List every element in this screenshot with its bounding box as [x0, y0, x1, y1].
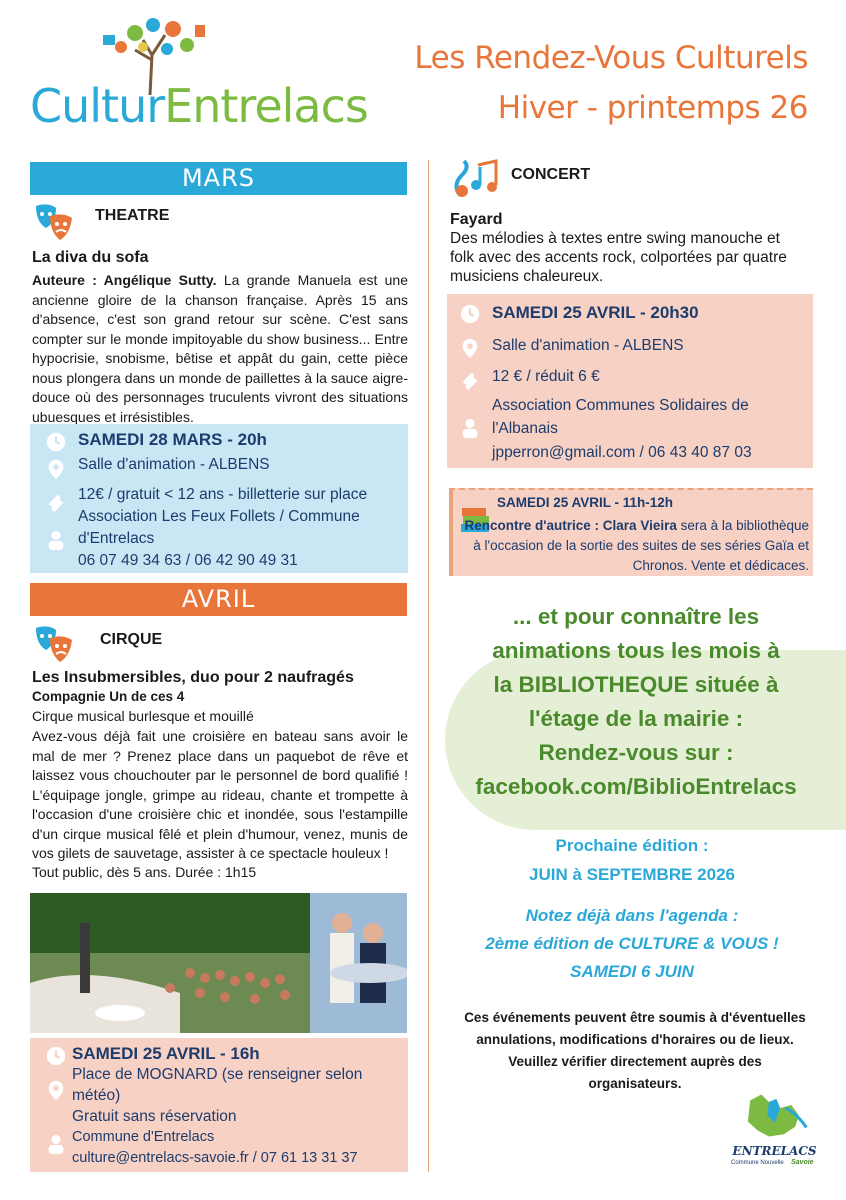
category-concert: CONCERT [511, 166, 591, 183]
event-place-line2: météo) [72, 1087, 121, 1104]
event-title: Les Insubmersibles, duo pour 2 naufragés [32, 669, 354, 686]
event-title: Fayard [450, 211, 503, 228]
logo-cultur: Cultur [30, 79, 165, 133]
event-description: Avez-vous déjà fait une croisière en bateau sans avoir le mal de mer ? Prenez place dans un paquebot de rêve et laissez vous chouchouter par le personnel de bord qualifié ! L'équipage jongle, grimpe au rideau, chante et trompette à l'occasion d'une croisière chic et inondée, sous l'estampille d'un cirque musical fêlé et plein d'humour, venez, munis de vos gilets de sauvetage, assister à ce spectacle houleux ! [32, 728, 408, 861]
event-title: La diva du sofa [32, 249, 149, 266]
location-pin-icon [45, 457, 67, 481]
rencontre-text [457, 516, 809, 576]
footer-logo-name: ENTRELACS [732, 1144, 817, 1158]
event-contact: jpperron@gmail.com / 06 43 40 87 03 [492, 444, 752, 461]
event-price: Gratuit sans réservation [72, 1108, 237, 1125]
ticket-icon [45, 490, 67, 514]
event-place: Salle d'animation - ALBENS [78, 456, 270, 473]
promo-line5: Rendez-vous sur : [538, 740, 734, 765]
event-author: Auteure : Angélique Sutty. [32, 272, 217, 288]
next-edition-label: Prochaine édition : [555, 836, 709, 855]
theatre-masks-icon [32, 200, 76, 244]
entrelacs-footer-logo [727, 1093, 822, 1173]
event-date: SAMEDI 25 AVRIL - 16h [72, 1044, 260, 1063]
clock-icon [45, 430, 67, 454]
event-description: Des mélodies à textes entre swing manouche et folk avec des accents rock, colportées par quatre musiciens chaleureux. [450, 230, 787, 285]
footer-logo-region: Savoie [791, 1159, 814, 1166]
event-company: Compagnie Un de ces 4 [32, 689, 185, 704]
page-subtitle: Hiver - printemps 26 [497, 90, 808, 126]
event-description [32, 271, 408, 427]
logo-wordmark [30, 79, 368, 133]
promo-line4: l'étage de la mairie : [528, 706, 744, 731]
event-date: SAMEDI 28 MARS - 20h [78, 430, 267, 449]
promo-line2: animations tous les mois à [492, 638, 780, 663]
clock-icon [459, 302, 481, 326]
event-place-line1: Place de MOGNARD (se renseigner selon [72, 1066, 363, 1083]
agenda-line2: 2ème édition de CULTURE & VOUS ! [485, 934, 779, 953]
promo-line3: la BIBLIOTHEQUE située à [493, 672, 779, 697]
rencontre-author: Clara Vieira [602, 518, 677, 533]
location-pin-icon [45, 1078, 67, 1102]
facebook-link[interactable]: facebook.com/BiblioEntrelacs [475, 774, 797, 799]
agenda-line3: SAMEDI 6 JUIN [570, 962, 694, 981]
person-icon [45, 528, 67, 552]
rencontre-text1: sera à la [680, 518, 733, 533]
page-title: Les Rendez-Vous Culturels [414, 40, 808, 76]
disclaimer: Ces événements peuvent être soumis à d'éventuelles annulations, modifications d'horaires ou de lieux. Veuillez vérifier directement auprès des organisateurs. [464, 1010, 806, 1091]
logo [30, 15, 368, 140]
music-notes-icon [448, 155, 504, 203]
event-organizer: Commune d'Entrelacs [72, 1129, 215, 1145]
event-description-text: La grande Manuela est une ancienne gloire de la chanson française. Après 15 ans d'absence, c'est son grand retour sur scène. C'est sans compter sur le monde impitoyable du show business... Entre hypocrisie, snobisme, bêtise et appât du gain, cette pièce nous plongera dans un monde de paillettes à la sauce aigre-douce où des personnages truculents vivront des situations ubuesques et irrésistibles. [32, 272, 409, 425]
rencontre-date: SAMEDI 25 AVRIL - 11h-12h [497, 495, 674, 510]
month-bar-avril: AVRIL [30, 583, 407, 616]
agenda-note [436, 902, 828, 986]
rencontre-label: Rencontre d'autrice : [464, 518, 600, 533]
clock-icon [45, 1044, 67, 1068]
event-date: SAMEDI 25 AVRIL - 20h30 [492, 303, 699, 322]
event-organizer-line1: Association Les Feux Follets / Commune [78, 508, 360, 525]
event-subtitle: Cirque musical burlesque et mouillé [32, 708, 254, 724]
agenda-line1: Notez déjà dans l'agenda : [525, 906, 739, 925]
rencontre-box [449, 488, 813, 576]
logo-entrelacs: Entrelacs [164, 79, 368, 133]
event-price: 12€ / gratuit < 12 ans - billetterie sur place [78, 486, 368, 503]
month-bar-mars: MARS [30, 162, 407, 195]
event-info-box [447, 294, 813, 468]
rencontre-text2: bibliothèque à l'occasion de la sortie des suites de ses séries Gaïa et Chronos. Vente et dédicaces. [473, 518, 809, 573]
next-edition [436, 831, 828, 889]
event-organizer-line1: Association Communes Solidaires de [492, 397, 749, 414]
promo-line1: ... et pour connaître les [512, 604, 760, 629]
event-phone: 06 07 49 34 63 / 06 42 90 49 31 [78, 552, 298, 569]
event-audience: Tout public, dès 5 ans. Durée : 1h15 [32, 864, 257, 880]
column-divider [428, 160, 429, 1172]
library-promo [436, 600, 836, 804]
footer-logo-subtitle: Commune Nouvelle [731, 1160, 784, 1166]
event-contact: culture@entrelacs-savoie.fr / 07 61 13 31 37 [72, 1150, 358, 1166]
location-pin-icon [459, 336, 481, 360]
event-info-box [30, 424, 408, 573]
event-place: Salle d'animation - ALBENS [492, 337, 684, 354]
category-theatre: THEATRE [95, 207, 170, 224]
next-edition-dates: JUIN à SEPTEMBRE 2026 [529, 865, 735, 884]
event-organizer-line2: l'Albanais [492, 420, 558, 437]
person-icon [45, 1132, 67, 1156]
event-info-box [30, 1038, 408, 1172]
ticket-icon [459, 368, 481, 392]
event-price: 12 € / réduit 6 € [492, 368, 600, 385]
event-organizer-line2: d'Entrelacs [78, 530, 155, 547]
category-cirque: CIRQUE [100, 631, 163, 648]
theatre-masks-icon [32, 622, 76, 666]
event-photo [30, 893, 407, 1033]
person-icon [459, 416, 481, 440]
